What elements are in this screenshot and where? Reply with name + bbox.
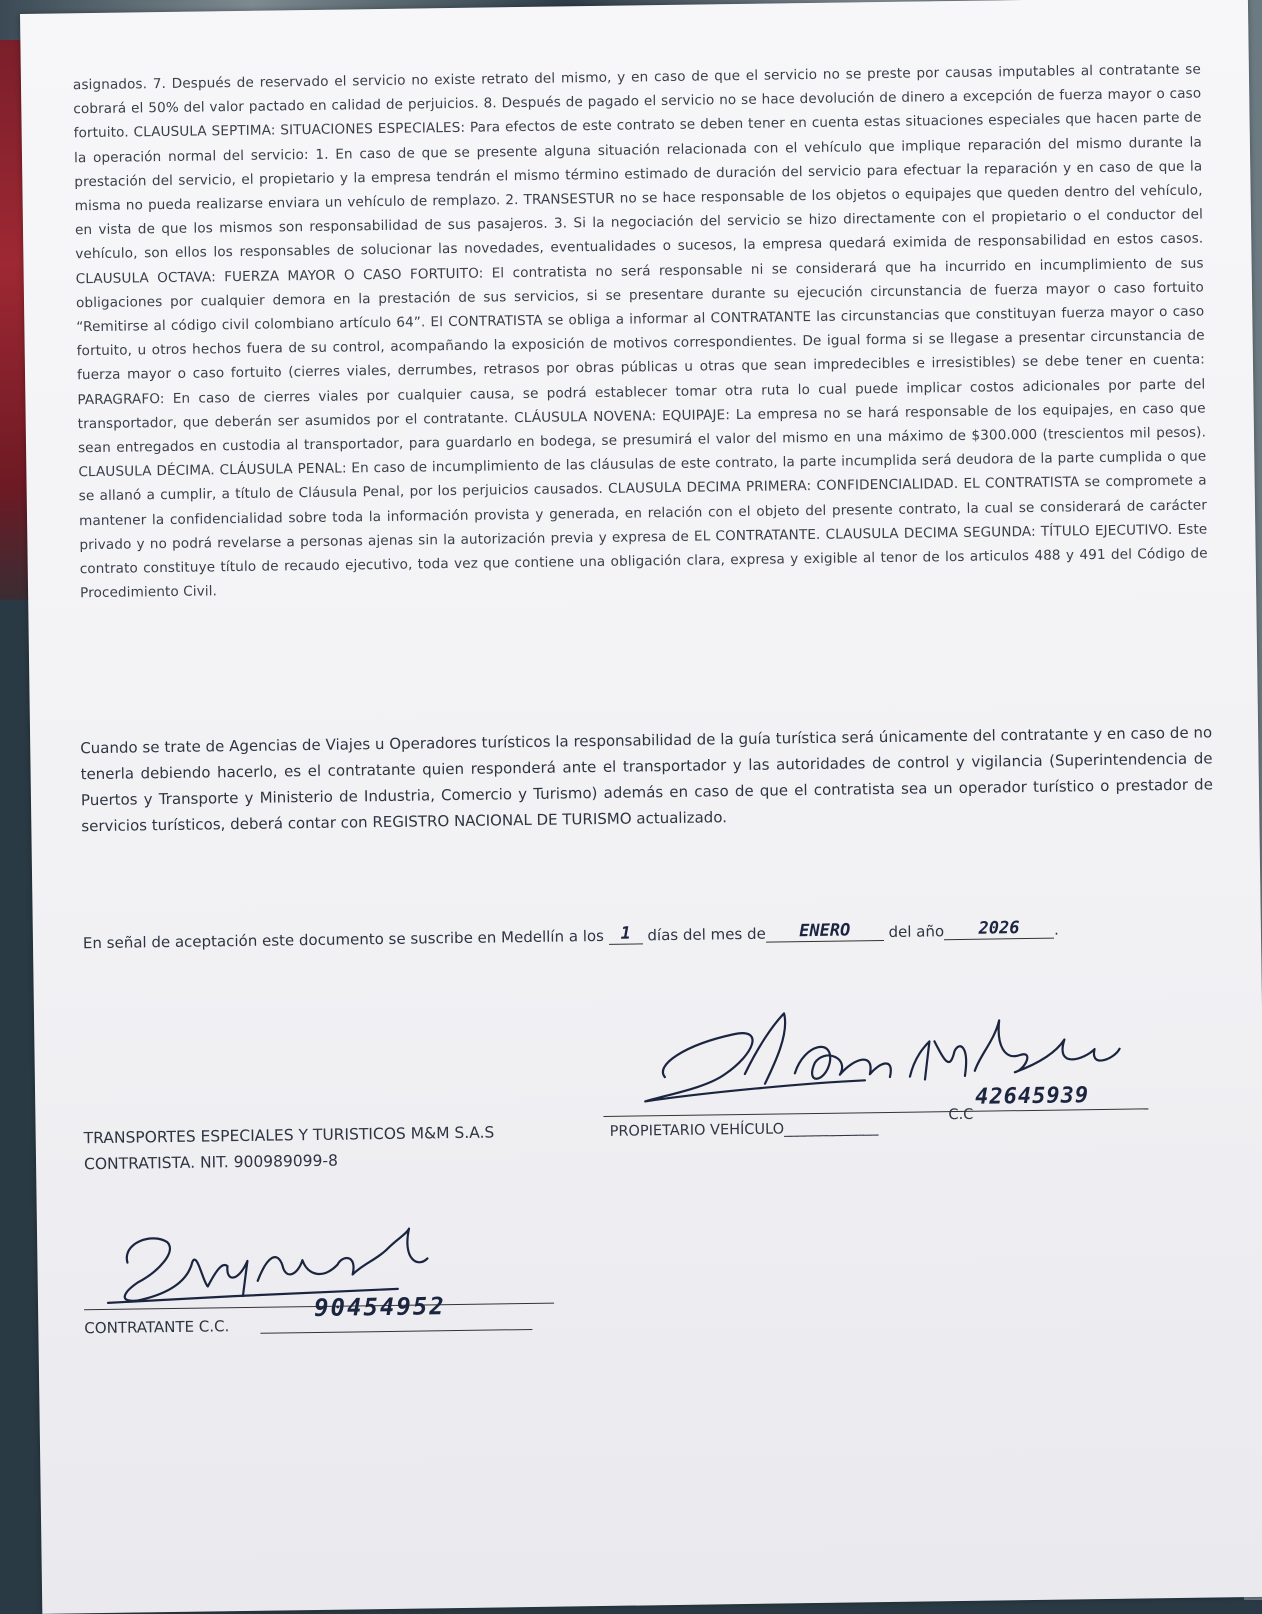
contratante-cc-number: 90454952 xyxy=(313,1292,446,1323)
owner-cc-number: 42645939 xyxy=(975,1083,1090,1110)
contratista-nit: CONTRATISTA. NIT. 900989099-8 xyxy=(83,1151,338,1174)
contract-clauses-paragraph: asignados. 7. Después de reservado el servicio no existe retrato del mismo, y en caso de que el servicio no se preste por causas imputables al contratante se cobrará el 50% del valor pactado en calidad de perjuicios. 8. Después de pagado el servicio no se hace devolución de dinero a excepción de fuerza mayor o caso fortuito. CLAUSULA SEPTIMA: SITUACIONES ESPECIALES: Para efectos de este contrato se deben tener en cuenta estas situaciones especiales que hacen parte de la operación normal del servicio: 1. En caso de que se presente alguna situación relacionada con el vehículo que implique reparación del mismo durante la prestación del servicio, el propietario y la empresa tendrán el mismo término estimado de duración del servicio para efectuar la reparación y en caso de que la misma no pueda realizarse enviara un vehículo de remplazo. 2. TRANSESTUR no se hace responsable de los objetos o equipajes que queden dentro del vehículo, en vista de que los mismos son responsabilidad de sus pasajeros. 3. Si la negociación del servicio se hizo directamente con el propietario o el conductor del vehículo, son ellos los responsables de solucionar las novedades, eventualidades o sucesos, la empresa quedará eximida de responsabilidad en estos casos. CLAUSULA OCTAVA: FUERZA MAYOR O CASO FORTUITO: El contratista no será responsable ni se considerará que ha incurrido en incumplimiento de sus obligaciones por cualquier demora en la prestación de sus servicios, si se presentare durante su ejecución circunstancia de fuerza mayor o caso fortuito “Remitirse al código civil colombiano artículo 64”. El CONTRATISTA se obliga a informar al CONTRATANTE las circunstancias que constituyan fuerza mayor o caso fortuito, u otros hechos fuera de su control, acompañando la exposición de motivos correspondientes. De igual forma si se llegase a presentar circunstancia de fuerza mayor o caso fortuito (cierres viales, derrumbes, retrasos por obras públicas u otras que sean impredecibles e irresistibles) se debe tener en cuenta: PARAGRAFO: En caso de cierres viales por cualquier causa, se podrá establecer tomar otra ruta lo cual puede implicar costos adicionales por parte del transportador, que deberán ser asumidos por el contratante. CLÁUSULA NOVENA: EQUIPAJE: La empresa no se hará responsable de los equipajes, en caso que sean entregados en custodia al transportador, para guardarlo en bodega, se presumirá el valor del mismo en una máximo de $300.000 (trescientos mil pesos). CLAUSULA DÉCIMA. CLÁUSULA PENAL: En caso de incumplimiento de las cláusulas de este contrato, la parte incumplida será deudora de la parte cumplida o que se allanó a cumplir, a título de Cláusula Penal, por los perjuicios causados. CLAUSULA DECIMA PRIMERA: CONFIDENCIALIDAD. EL CONTRATISTA se compromete a mantener la confidencialidad sobre toda la información provista y generada, en relación con el objeto del presente contrato, la cual se considerará de carácter privado y no podrá revelarse a personas ajenas sin la autorización previa y expresa de EL CONTRATANTE. CLAUSULA DECIMA SEGUNDA: TÍTULO EJECUTIVO. Este contrato constituye título de recaudo ejecutivo, toda vez que contiene una obligación clara, expresa y exigible al tenor de los articulos 488 y 491 del Código de Procedimiento Civil. xyxy=(72,61,1208,602)
acceptance-mid2: del año xyxy=(888,922,945,941)
year-field: 2026 xyxy=(944,918,1054,941)
contratista-company-name: TRANSPORTES ESPECIALES Y TURISTICOS M&M S.A.S xyxy=(83,1123,495,1148)
owner-label: PROPIETARIO VEHÍCULO_____________ xyxy=(609,1120,879,1140)
contratante-label: CONTRATANTE C.C. xyxy=(84,1317,230,1338)
day-field: 1 xyxy=(609,923,643,944)
acceptance-end: . xyxy=(1053,920,1060,939)
owner-cc-label: C.C xyxy=(948,1106,974,1124)
contratante-signature-block xyxy=(84,1292,605,1359)
month-field: ENERO xyxy=(766,920,884,943)
tourism-agencies-paragraph: Cuando se trate de Agencias de Viajes u Operadores turísticos la responsabilidad de la guía turística será únicamente del contratante y en caso de no tenerla debiendo hacerlo, es el contratante quien responderá ante el transportador y las autoridades de control y vigilancia (Superintendencia de Puertos y Transporte y Ministerio de Industria, Comercio y Turismo) además en caso de que el contratista sea un operador turístico o prestador de servicios turísticos, deberá contar con REGISTRO NACIONAL DE TURISMO actualizado. xyxy=(80,723,1213,836)
acceptance-mid: días del mes de xyxy=(647,924,766,945)
acceptance-prefix: En señal de aceptación este documento se suscribe en Medellín a los xyxy=(82,926,609,953)
contract-page xyxy=(20,0,1262,1614)
contratante-cc-line xyxy=(260,1329,532,1334)
acceptance-line xyxy=(83,915,1223,971)
contratista-block xyxy=(84,1118,605,1177)
owner-signature-block xyxy=(603,1083,1164,1176)
